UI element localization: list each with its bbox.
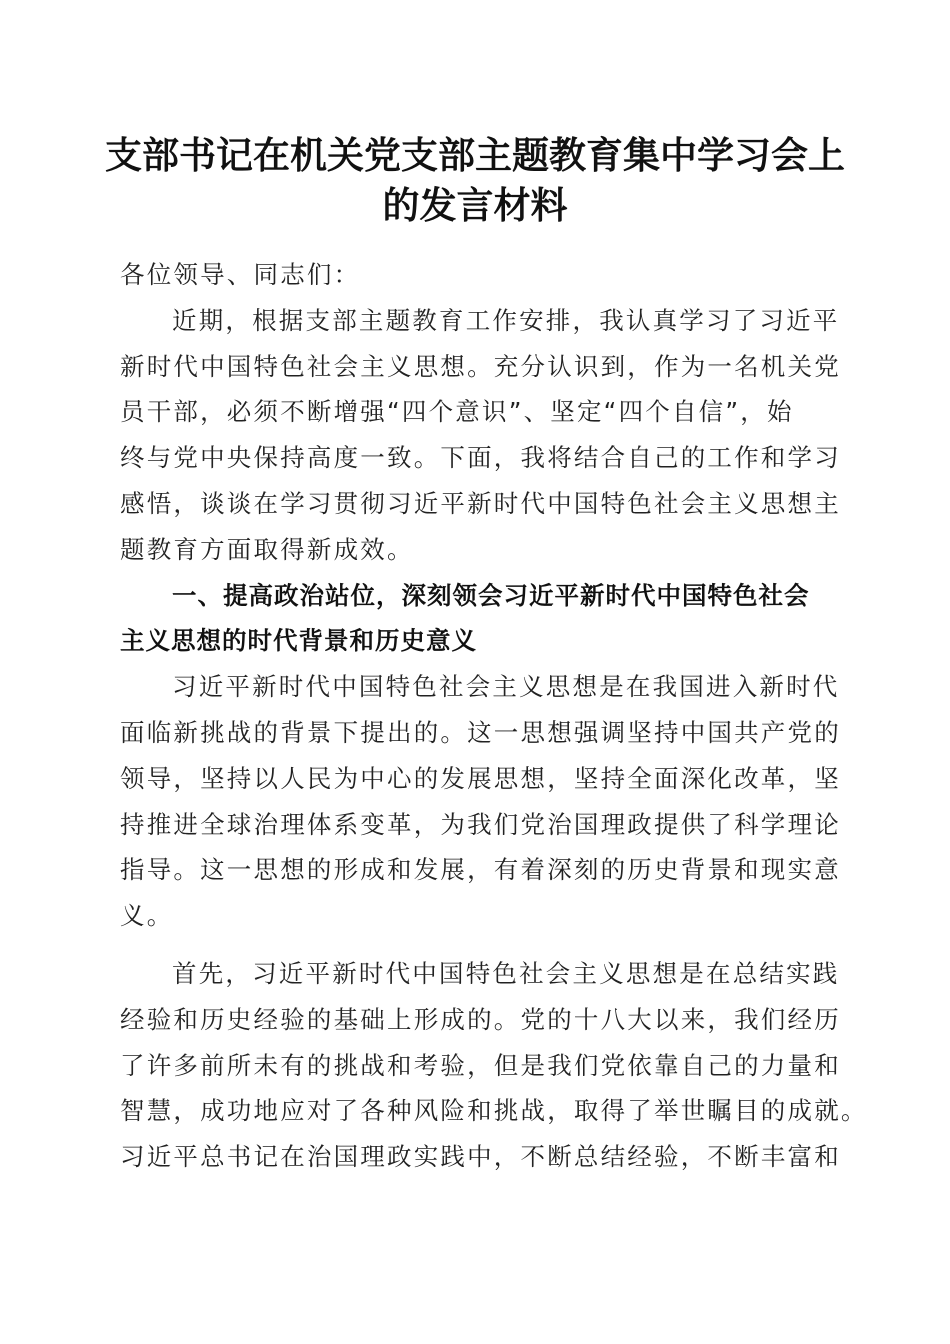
- document-title: [100, 130, 850, 230]
- paragraph-line: 题教育方面取得新成效。: [120, 534, 414, 564]
- title-line: 的发言材料: [382, 183, 568, 227]
- heading-line: 主义思想的时代背景和历史意义: [120, 626, 477, 656]
- section1-paragraph-2: [120, 951, 868, 1180]
- paragraph-line: 首先，习近平新时代中国特色社会主义思想是在总结实践: [172, 958, 840, 988]
- paragraph-line: 面临新挑战的背景下提出的。这一思想强调坚持中国共产党的: [120, 717, 841, 747]
- paragraph-line: 经验和历史经验的基础上形成的。党的十八大以来，我们经历: [120, 1004, 841, 1034]
- intro-paragraph: [120, 298, 841, 573]
- paragraph-line: 指导。这一思想的形成和发展，有着深刻的历史背景和现实意: [120, 855, 841, 885]
- paragraph-line: 智慧，成功地应对了各种风险和挑战，取得了举世瞩目的成就。: [120, 1096, 868, 1126]
- salutation: 各位领导、同志们：: [120, 260, 361, 289]
- paragraph-line: 员干部，必须不断增强“四个意识”、坚定“四个自信”，始: [120, 397, 794, 427]
- paragraph-line: 终与党中央保持高度一致。下面，我将结合自己的工作和学习: [120, 443, 841, 473]
- paragraph-line: 领导，坚持以人民为中心的发展思想，坚持全面深化改革，坚: [120, 763, 841, 793]
- paragraph-line: 新时代中国特色社会主义思想。充分认识到，作为一名机关党: [120, 351, 841, 381]
- section-heading-1: [120, 573, 830, 665]
- paragraph-line: 义。: [120, 901, 174, 931]
- document-body: [120, 252, 868, 1180]
- paragraph-line: 持推进全球治理体系变革，为我们党治国理政提供了科学理论: [120, 809, 841, 839]
- paragraph-line: 习近平总书记在治国理政实践中，不断总结经验，不断丰富和: [120, 1142, 841, 1172]
- paragraph-line: 近期，根据支部主题教育工作安排，我认真学习了习近平: [172, 305, 840, 335]
- paragraph-gap: [120, 939, 830, 951]
- paragraph-line: 感悟，谈谈在学习贯彻习近平新时代中国特色社会主义思想主: [120, 488, 841, 518]
- paragraph-line: 习近平新时代中国特色社会主义思想是在我国进入新时代: [172, 672, 840, 702]
- section1-paragraph-1: [120, 664, 841, 939]
- paragraph-line: 了许多前所未有的挑战和考验，但是我们党依靠自己的力量和: [120, 1050, 841, 1080]
- title-line: 支部书记在机关党支部主题教育集中学习会上: [105, 133, 845, 177]
- heading-line: 一、提高政治站位，深刻领会习近平新时代中国特色社会: [172, 580, 810, 610]
